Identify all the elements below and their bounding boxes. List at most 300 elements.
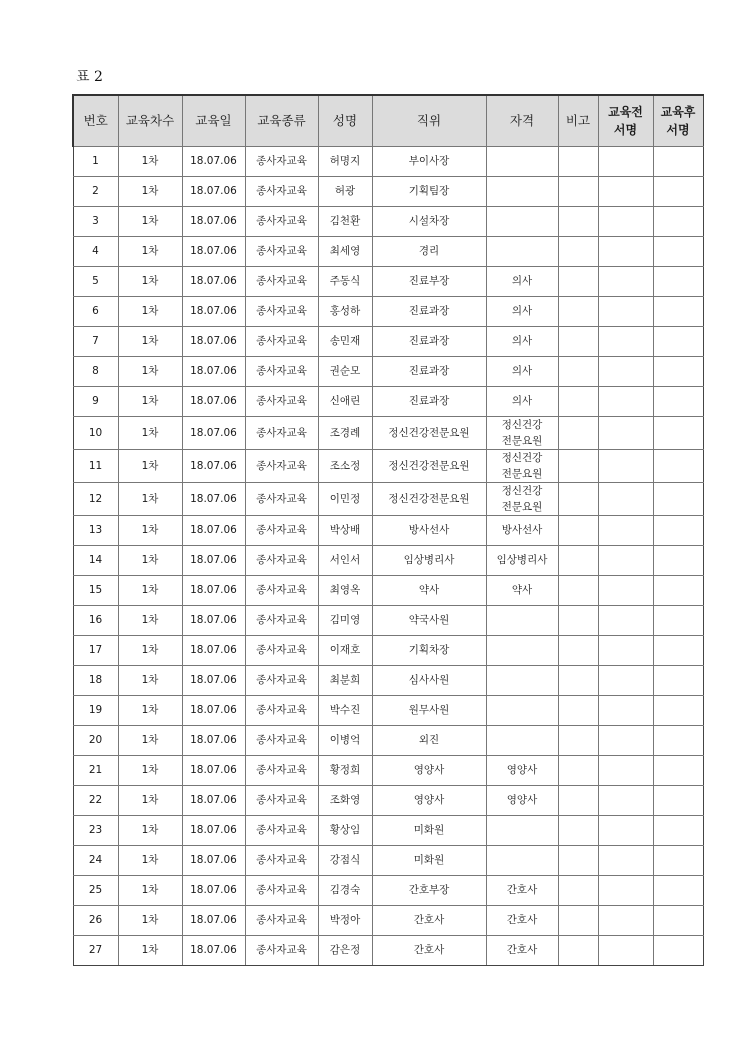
- cell-no: 17: [73, 636, 118, 666]
- table-row: [73, 696, 703, 726]
- cell-type: 종사자교육: [245, 297, 318, 327]
- cell-position: 영양사: [372, 756, 486, 786]
- cell-sign-before: [598, 546, 653, 576]
- cell-no: 23: [73, 816, 118, 846]
- cell-qualification: 영양사: [486, 786, 558, 816]
- cell-name: 서인서: [318, 546, 372, 576]
- header-session: 교육차수: [118, 95, 182, 147]
- header-date: 교육일: [182, 95, 245, 147]
- cell-name: 이병억: [318, 726, 372, 756]
- cell-position: 원무사원: [372, 696, 486, 726]
- cell-session: 1차: [118, 696, 182, 726]
- cell-sign-before: [598, 636, 653, 666]
- cell-qualification: 약사: [486, 576, 558, 606]
- cell-position: 부이사장: [372, 147, 486, 177]
- cell-remarks: [558, 417, 598, 450]
- table-row: [73, 177, 703, 207]
- cell-remarks: [558, 237, 598, 267]
- cell-remarks: [558, 846, 598, 876]
- cell-date: 18.07.06: [182, 147, 245, 177]
- cell-position: 외진: [372, 726, 486, 756]
- cell-position: 정신건강전문요원: [372, 450, 486, 483]
- table-row: [73, 516, 703, 546]
- cell-session: 1차: [118, 726, 182, 756]
- cell-session: 1차: [118, 357, 182, 387]
- cell-qualification: [486, 237, 558, 267]
- cell-qualification: [486, 207, 558, 237]
- cell-sign-before: [598, 516, 653, 546]
- header-no: 번호: [73, 95, 118, 147]
- cell-sign-after: [653, 576, 703, 606]
- cell-qualification: 의사: [486, 267, 558, 297]
- cell-position: 심사사원: [372, 666, 486, 696]
- table-row: [73, 726, 703, 756]
- cell-qualification: [486, 606, 558, 636]
- cell-session: 1차: [118, 906, 182, 936]
- cell-position: 간호사: [372, 936, 486, 966]
- cell-no: 12: [73, 483, 118, 516]
- cell-sign-before: [598, 417, 653, 450]
- cell-session: 1차: [118, 297, 182, 327]
- training-attendance-table: [72, 94, 704, 966]
- header-row: [73, 95, 703, 147]
- cell-sign-before: [598, 357, 653, 387]
- cell-sign-before: [598, 207, 653, 237]
- cell-session: 1차: [118, 387, 182, 417]
- cell-remarks: [558, 636, 598, 666]
- cell-qualification: [486, 846, 558, 876]
- table-row: [73, 756, 703, 786]
- cell-sign-after: [653, 237, 703, 267]
- cell-session: 1차: [118, 327, 182, 357]
- cell-position: 진료과장: [372, 387, 486, 417]
- cell-position: 방사선사: [372, 516, 486, 546]
- table-row: [73, 147, 703, 177]
- cell-remarks: [558, 483, 598, 516]
- cell-sign-before: [598, 450, 653, 483]
- cell-sign-before: [598, 606, 653, 636]
- cell-sign-after: [653, 357, 703, 387]
- cell-position: 정신건강전문요원: [372, 417, 486, 450]
- cell-date: 18.07.06: [182, 606, 245, 636]
- cell-no: 9: [73, 387, 118, 417]
- cell-position: 정신건강전문요원: [372, 483, 486, 516]
- cell-no: 1: [73, 147, 118, 177]
- cell-qualification: 영양사: [486, 756, 558, 786]
- cell-position: 약사: [372, 576, 486, 606]
- cell-type: 종사자교육: [245, 417, 318, 450]
- cell-name: 조화영: [318, 786, 372, 816]
- table-body: [73, 147, 703, 966]
- cell-remarks: [558, 786, 598, 816]
- cell-name: 허광: [318, 177, 372, 207]
- cell-type: 종사자교육: [245, 726, 318, 756]
- cell-name: 최분희: [318, 666, 372, 696]
- cell-date: 18.07.06: [182, 726, 245, 756]
- cell-session: 1차: [118, 516, 182, 546]
- cell-qualification: 정신건강 전문요원: [486, 483, 558, 516]
- cell-no: 5: [73, 267, 118, 297]
- cell-sign-before: [598, 786, 653, 816]
- cell-session: 1차: [118, 636, 182, 666]
- cell-remarks: [558, 756, 598, 786]
- cell-date: 18.07.06: [182, 876, 245, 906]
- table-row: [73, 237, 703, 267]
- table-row: [73, 207, 703, 237]
- cell-name: 김천환: [318, 207, 372, 237]
- cell-type: 종사자교육: [245, 816, 318, 846]
- cell-sign-before: [598, 936, 653, 966]
- table-row: [73, 576, 703, 606]
- cell-remarks: [558, 267, 598, 297]
- cell-sign-before: [598, 696, 653, 726]
- cell-qualification: 정신건강 전문요원: [486, 417, 558, 450]
- cell-sign-after: [653, 906, 703, 936]
- cell-date: 18.07.06: [182, 696, 245, 726]
- table-row: [73, 417, 703, 450]
- cell-type: 종사자교육: [245, 906, 318, 936]
- cell-remarks: [558, 297, 598, 327]
- cell-sign-after: [653, 177, 703, 207]
- cell-no: 27: [73, 936, 118, 966]
- table-row: [73, 327, 703, 357]
- cell-date: 18.07.06: [182, 636, 245, 666]
- cell-name: 최영옥: [318, 576, 372, 606]
- cell-no: 24: [73, 846, 118, 876]
- cell-type: 종사자교육: [245, 936, 318, 966]
- cell-session: 1차: [118, 417, 182, 450]
- cell-no: 15: [73, 576, 118, 606]
- cell-remarks: [558, 387, 598, 417]
- cell-remarks: [558, 450, 598, 483]
- cell-sign-after: [653, 387, 703, 417]
- cell-remarks: [558, 516, 598, 546]
- cell-sign-before: [598, 147, 653, 177]
- cell-name: 강점식: [318, 846, 372, 876]
- cell-qualification: 의사: [486, 357, 558, 387]
- cell-name: 송민재: [318, 327, 372, 357]
- cell-type: 종사자교육: [245, 756, 318, 786]
- cell-name: 감은정: [318, 936, 372, 966]
- cell-type: 종사자교육: [245, 876, 318, 906]
- cell-sign-after: [653, 207, 703, 237]
- table-header: [73, 95, 703, 147]
- cell-qualification: [486, 666, 558, 696]
- cell-session: 1차: [118, 177, 182, 207]
- cell-date: 18.07.06: [182, 177, 245, 207]
- table-row: [73, 846, 703, 876]
- cell-session: 1차: [118, 450, 182, 483]
- cell-name: 권순모: [318, 357, 372, 387]
- cell-sign-after: [653, 606, 703, 636]
- cell-sign-before: [598, 906, 653, 936]
- cell-name: 김미영: [318, 606, 372, 636]
- cell-type: 종사자교육: [245, 147, 318, 177]
- cell-name: 홍성하: [318, 297, 372, 327]
- cell-sign-after: [653, 636, 703, 666]
- cell-sign-before: [598, 576, 653, 606]
- cell-no: 2: [73, 177, 118, 207]
- cell-session: 1차: [118, 267, 182, 297]
- cell-session: 1차: [118, 876, 182, 906]
- cell-remarks: [558, 816, 598, 846]
- cell-type: 종사자교육: [245, 846, 318, 876]
- cell-no: 21: [73, 756, 118, 786]
- cell-sign-before: [598, 846, 653, 876]
- cell-sign-after: [653, 786, 703, 816]
- cell-remarks: [558, 357, 598, 387]
- cell-sign-after: [653, 297, 703, 327]
- cell-name: 박상배: [318, 516, 372, 546]
- cell-remarks: [558, 936, 598, 966]
- cell-name: 조소정: [318, 450, 372, 483]
- cell-remarks: [558, 906, 598, 936]
- table-row: [73, 450, 703, 483]
- cell-sign-before: [598, 483, 653, 516]
- cell-qualification: 간호사: [486, 906, 558, 936]
- cell-sign-before: [598, 327, 653, 357]
- cell-no: 19: [73, 696, 118, 726]
- cell-date: 18.07.06: [182, 666, 245, 696]
- cell-sign-before: [598, 267, 653, 297]
- cell-qualification: 방사선사: [486, 516, 558, 546]
- cell-no: 18: [73, 666, 118, 696]
- cell-name: 허명지: [318, 147, 372, 177]
- cell-sign-after: [653, 327, 703, 357]
- cell-date: 18.07.06: [182, 237, 245, 267]
- cell-remarks: [558, 666, 598, 696]
- cell-position: 미화원: [372, 816, 486, 846]
- cell-qualification: 의사: [486, 387, 558, 417]
- cell-remarks: [558, 876, 598, 906]
- cell-remarks: [558, 327, 598, 357]
- cell-sign-after: [653, 666, 703, 696]
- cell-date: 18.07.06: [182, 516, 245, 546]
- cell-type: 종사자교육: [245, 450, 318, 483]
- header-remarks: 비고: [558, 95, 598, 147]
- table-row: [73, 546, 703, 576]
- cell-sign-before: [598, 816, 653, 846]
- cell-type: 종사자교육: [245, 267, 318, 297]
- cell-name: 신애린: [318, 387, 372, 417]
- cell-type: 종사자교육: [245, 666, 318, 696]
- header-type: 교육종류: [245, 95, 318, 147]
- cell-position: 간호부장: [372, 876, 486, 906]
- cell-sign-before: [598, 876, 653, 906]
- cell-no: 4: [73, 237, 118, 267]
- table-row: [73, 297, 703, 327]
- cell-no: 22: [73, 786, 118, 816]
- cell-position: 진료과장: [372, 327, 486, 357]
- cell-qualification: 임상병리사: [486, 546, 558, 576]
- cell-position: 임상병리사: [372, 546, 486, 576]
- cell-type: 종사자교육: [245, 696, 318, 726]
- cell-session: 1차: [118, 816, 182, 846]
- cell-sign-before: [598, 297, 653, 327]
- cell-sign-after: [653, 267, 703, 297]
- cell-date: 18.07.06: [182, 576, 245, 606]
- cell-no: 25: [73, 876, 118, 906]
- cell-date: 18.07.06: [182, 936, 245, 966]
- cell-sign-before: [598, 666, 653, 696]
- cell-type: 종사자교육: [245, 606, 318, 636]
- cell-no: 3: [73, 207, 118, 237]
- cell-no: 8: [73, 357, 118, 387]
- cell-qualification: 정신건강 전문요원: [486, 450, 558, 483]
- cell-position: 간호사: [372, 906, 486, 936]
- cell-date: 18.07.06: [182, 297, 245, 327]
- cell-sign-after: [653, 516, 703, 546]
- cell-no: 7: [73, 327, 118, 357]
- cell-sign-after: [653, 147, 703, 177]
- cell-sign-after: [653, 936, 703, 966]
- cell-name: 최세영: [318, 237, 372, 267]
- cell-type: 종사자교육: [245, 207, 318, 237]
- cell-session: 1차: [118, 756, 182, 786]
- cell-date: 18.07.06: [182, 267, 245, 297]
- cell-name: 이재호: [318, 636, 372, 666]
- cell-sign-after: [653, 846, 703, 876]
- cell-position: 경리: [372, 237, 486, 267]
- cell-session: 1차: [118, 147, 182, 177]
- cell-no: 10: [73, 417, 118, 450]
- cell-date: 18.07.06: [182, 546, 245, 576]
- cell-date: 18.07.06: [182, 816, 245, 846]
- cell-type: 종사자교육: [245, 327, 318, 357]
- cell-date: 18.07.06: [182, 357, 245, 387]
- cell-position: 기획팀장: [372, 177, 486, 207]
- cell-sign-before: [598, 756, 653, 786]
- cell-date: 18.07.06: [182, 327, 245, 357]
- cell-remarks: [558, 147, 598, 177]
- table-caption: 표 2: [76, 69, 103, 85]
- cell-name: 황정희: [318, 756, 372, 786]
- cell-sign-after: [653, 417, 703, 450]
- cell-sign-after: [653, 546, 703, 576]
- header-sign-before: 교육전 서명: [598, 95, 653, 147]
- cell-remarks: [558, 576, 598, 606]
- cell-remarks: [558, 696, 598, 726]
- cell-name: 조경례: [318, 417, 372, 450]
- table-row: [73, 483, 703, 516]
- cell-type: 종사자교육: [245, 357, 318, 387]
- cell-session: 1차: [118, 207, 182, 237]
- cell-type: 종사자교육: [245, 576, 318, 606]
- cell-type: 종사자교육: [245, 237, 318, 267]
- cell-sign-before: [598, 237, 653, 267]
- cell-date: 18.07.06: [182, 417, 245, 450]
- cell-position: 진료과장: [372, 297, 486, 327]
- cell-no: 6: [73, 297, 118, 327]
- cell-no: 11: [73, 450, 118, 483]
- cell-qualification: [486, 636, 558, 666]
- header-qualification: 자격: [486, 95, 558, 147]
- table-row: [73, 876, 703, 906]
- cell-name: 박정아: [318, 906, 372, 936]
- cell-date: 18.07.06: [182, 450, 245, 483]
- cell-name: 이민정: [318, 483, 372, 516]
- cell-remarks: [558, 726, 598, 756]
- cell-type: 종사자교육: [245, 516, 318, 546]
- cell-sign-before: [598, 726, 653, 756]
- cell-position: 진료부장: [372, 267, 486, 297]
- cell-name: 주동식: [318, 267, 372, 297]
- cell-name: 김경숙: [318, 876, 372, 906]
- cell-qualification: 간호사: [486, 876, 558, 906]
- cell-no: 16: [73, 606, 118, 636]
- cell-date: 18.07.06: [182, 756, 245, 786]
- cell-type: 종사자교육: [245, 786, 318, 816]
- cell-sign-before: [598, 387, 653, 417]
- cell-qualification: [486, 147, 558, 177]
- cell-name: 박수진: [318, 696, 372, 726]
- cell-qualification: [486, 696, 558, 726]
- cell-name: 황상임: [318, 816, 372, 846]
- cell-date: 18.07.06: [182, 483, 245, 516]
- cell-sign-after: [653, 876, 703, 906]
- table-row: [73, 357, 703, 387]
- cell-type: 종사자교육: [245, 546, 318, 576]
- cell-qualification: 의사: [486, 327, 558, 357]
- cell-type: 종사자교육: [245, 387, 318, 417]
- cell-sign-after: [653, 450, 703, 483]
- cell-sign-after: [653, 696, 703, 726]
- table-row: [73, 936, 703, 966]
- cell-no: 26: [73, 906, 118, 936]
- table-row: [73, 387, 703, 417]
- table-row: [73, 606, 703, 636]
- cell-no: 14: [73, 546, 118, 576]
- cell-position: 기획차장: [372, 636, 486, 666]
- cell-session: 1차: [118, 546, 182, 576]
- cell-session: 1차: [118, 786, 182, 816]
- cell-remarks: [558, 546, 598, 576]
- cell-qualification: 간호사: [486, 936, 558, 966]
- cell-position: 시설차장: [372, 207, 486, 237]
- cell-remarks: [558, 207, 598, 237]
- cell-session: 1차: [118, 846, 182, 876]
- cell-type: 종사자교육: [245, 636, 318, 666]
- cell-no: 13: [73, 516, 118, 546]
- cell-no: 20: [73, 726, 118, 756]
- cell-date: 18.07.06: [182, 207, 245, 237]
- cell-qualification: [486, 177, 558, 207]
- cell-qualification: [486, 726, 558, 756]
- cell-session: 1차: [118, 606, 182, 636]
- cell-position: 영양사: [372, 786, 486, 816]
- cell-date: 18.07.06: [182, 906, 245, 936]
- cell-type: 종사자교육: [245, 177, 318, 207]
- cell-qualification: [486, 816, 558, 846]
- cell-session: 1차: [118, 576, 182, 606]
- table-row: [73, 906, 703, 936]
- cell-remarks: [558, 177, 598, 207]
- header-name: 성명: [318, 95, 372, 147]
- header-position: 직위: [372, 95, 486, 147]
- cell-remarks: [558, 606, 598, 636]
- cell-sign-after: [653, 483, 703, 516]
- cell-sign-before: [598, 177, 653, 207]
- cell-session: 1차: [118, 666, 182, 696]
- cell-sign-after: [653, 816, 703, 846]
- table-row: [73, 636, 703, 666]
- cell-position: 진료과장: [372, 357, 486, 387]
- cell-qualification: 의사: [486, 297, 558, 327]
- cell-session: 1차: [118, 483, 182, 516]
- cell-session: 1차: [118, 237, 182, 267]
- cell-date: 18.07.06: [182, 387, 245, 417]
- table-row: [73, 816, 703, 846]
